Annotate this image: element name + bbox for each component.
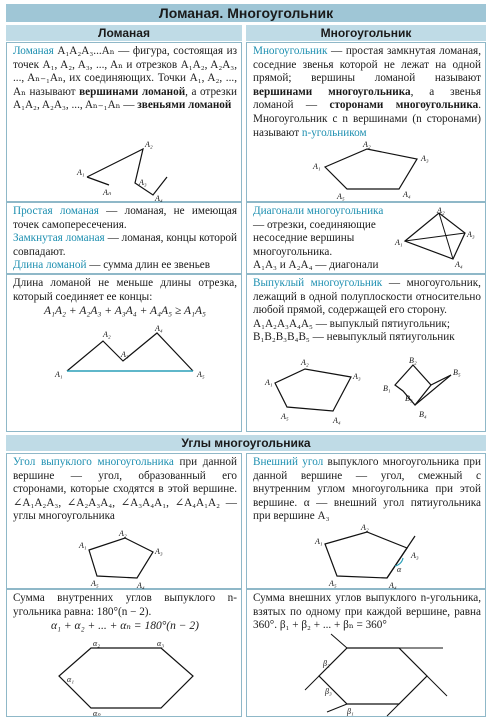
svg-text:A₁: A₁ [77, 168, 85, 177]
figure-exterior [297, 523, 477, 590]
svg-text:β₂: β₂ [323, 659, 330, 668]
svg-text:A₁: A₁ [265, 378, 273, 387]
svg-text:β₁: β₁ [347, 707, 354, 716]
cell-exterior-angle: Внешний угол выпуклого многоугольника при данной вершине — угол, смежный с внутренним углом многоугольника при этой вершине. α — внешний угол пятиугольника при вершине A₃ A₁ A₂ A₃ A₄ A₅ α [246, 453, 486, 589]
svg-text:A₂: A₂ [119, 529, 127, 538]
svg-text:α₂: α₂ [93, 639, 100, 648]
term-polygon: Многоугольник [253, 45, 328, 57]
svg-text:A₃: A₃ [121, 350, 129, 359]
svg-text:A₁: A₁ [55, 370, 63, 379]
svg-text:A₁: A₁ [315, 537, 323, 546]
figure-pentagon [307, 140, 467, 201]
interior-sum-formula: α₁ + α₂ + ... + αₙ = 180°(n − 2) [51, 620, 199, 632]
svg-text:A₁: A₁ [313, 162, 321, 171]
figure-hexagon [47, 638, 207, 716]
svg-text:A₃: A₃ [411, 551, 419, 560]
svg-text:αₙ: αₙ [93, 709, 101, 718]
figure-polyline [67, 135, 187, 201]
svg-text:A₄: A₄ [389, 581, 397, 590]
svg-text:B₃: B₃ [405, 394, 413, 403]
svg-text:A₃: A₃ [353, 372, 361, 381]
svg-text:α: α [397, 565, 402, 574]
svg-text:A₄: A₄ [155, 194, 163, 203]
svg-text:β₃: β₃ [325, 687, 332, 696]
svg-text:B₄: B₄ [419, 410, 427, 419]
svg-text:A₃: A₃ [155, 547, 163, 556]
cell-polyline-def: Ломаная A₁A₂A₃...Aₙ — фигура, состоящая из точек A₁, A₂, A₃, ..., Aₙ и отрезков A₁A₂, A₂A₃, ..., Aₙ₋₁Aₙ, их соединяющих. Точки A₁, A₂, ..., Aₙ называют вершинами ломаной, а отрезки A₁A₂, A₂A₃, ..., Aₙ₋₁Aₙ — звеньями ломаной A₁ A₂ A₃ A₄ Aₙ [6, 42, 242, 202]
svg-text:A₃: A₃ [139, 178, 147, 187]
svg-text:A₄: A₄ [333, 416, 341, 425]
header-angles: Углы многоугольника [6, 435, 486, 451]
svg-text:B₂: B₂ [409, 356, 417, 365]
cell-convex-angle: Угол выпуклого многоугольника при данной вершине — угол, образованный его сторонами, которые сходятся в этой вершине. ∠A₁A₂A₃, ∠A₂A₃A₄, ∠A₃A₄A₁, ∠A₄A₁A₂ — углы многоугольника A₁ A₂ A₃ A₄ A₅ [6, 453, 242, 589]
svg-text:A₂: A₂ [301, 358, 309, 367]
cell-simple-closed: Простая ломаная — ломаная, не имеющая точек самопересечения. Замкнутая ломаная — ломаная, концы которой совпадают. Длина ломаной — сумма длин ее звеньев [6, 202, 242, 274]
svg-text:α₁: α₁ [67, 675, 74, 684]
svg-text:A₂: A₂ [363, 140, 371, 149]
cell-length-inequality: Длина ломаной не меньше длины отрезка, который соединяет ее концы: A₁A₂ + A₂A₃ + A₃A₄ + A₄A₅ ≥ A₁A₅ A₁ A₂ A₃ A₄ A₅ [6, 274, 242, 432]
svg-text:A₄: A₄ [155, 324, 163, 333]
svg-text:A₂: A₂ [361, 523, 369, 532]
svg-text:A₃: A₃ [467, 230, 475, 239]
page-title: Ломаная. Многоугольник [6, 4, 486, 22]
cell-diagonals: Диагонали многоугольника — отрезки, соединяющие несоседние вершины многоугольника. A₁A₃ и A₂A₄ — диагонали A₁ A₂ A₃ A₄ [246, 202, 486, 274]
header-polyline: Ломаная [6, 25, 242, 41]
svg-text:A₅: A₅ [337, 192, 345, 201]
svg-text:α₃: α₃ [157, 639, 164, 648]
cell-polygon-def: Многоугольник — простая замкнутая ломаная, соседние звенья которой не лежат на одной прямой; вершины ломаной называют вершинами многоугольника, а звенья ломаной — сторонами многоугольника. Многоугольник с n вершинами (n сторонами) называют n-угольником A₁ A₂ A₃ A₄ A₅ [246, 42, 486, 202]
svg-text:A₄: A₄ [137, 581, 145, 590]
svg-text:A₄: A₄ [403, 190, 411, 199]
figure-angles [67, 529, 187, 590]
figure-convex-nonconvex [255, 357, 485, 429]
length-formula: A₁A₂ + A₂A₃ + A₃A₄ + A₄A₅ ≥ A₁A₅ [44, 305, 206, 317]
figure-length [47, 324, 237, 431]
header-polygon: Многоугольник [246, 25, 486, 41]
cell-exterior-sum: Сумма внешних углов выпуклого n-угольника, взятых по одному при каждой вершине, равна 360°. β₁ + β₂ + ... + βₙ = 360° β₂ β₃ β₁ [246, 589, 486, 717]
svg-text:A₅: A₅ [281, 412, 289, 421]
svg-text:A₂: A₂ [103, 330, 111, 339]
svg-text:A₂: A₂ [145, 140, 153, 149]
svg-text:Aₙ: Aₙ [103, 188, 112, 197]
svg-text:A₅: A₅ [329, 579, 337, 588]
svg-text:A₅: A₅ [91, 579, 99, 588]
svg-text:A₁: A₁ [395, 238, 403, 247]
svg-text:B₅: B₅ [453, 368, 461, 377]
svg-text:A₄: A₄ [455, 260, 463, 269]
figure-exterior-sum [287, 634, 467, 716]
svg-text:A₂: A₂ [437, 206, 445, 215]
svg-text:A₅: A₅ [197, 370, 205, 379]
svg-text:A₃: A₃ [421, 154, 429, 163]
cell-interior-sum: Сумма внутренних углов выпуклого n-угольника равна: 180°(n − 2). α₁ + α₂ + ... + αₙ = 180°(n − 2) α₂ α₃ α₁ αₙ [6, 589, 242, 717]
svg-text:A₁: A₁ [79, 541, 87, 550]
cell-convex: Выпуклый многоугольник — многоугольник, лежащий в одной полуплоскости относительно любой прямой, содержащей его сторону. A₁A₂A₃A₄A₅ — выпуклый пятиугольник; B₁B₂B₃B₄B₅ — невыпуклый пятиугольник A₁ A₂ A₃ A₄ A₅ B₁ B₂ B₃ B₄ B₅ [246, 274, 486, 432]
svg-text:B₁: B₁ [383, 384, 391, 393]
term-polyline: Ломаная [13, 45, 54, 57]
figure-diagonals [395, 207, 485, 267]
